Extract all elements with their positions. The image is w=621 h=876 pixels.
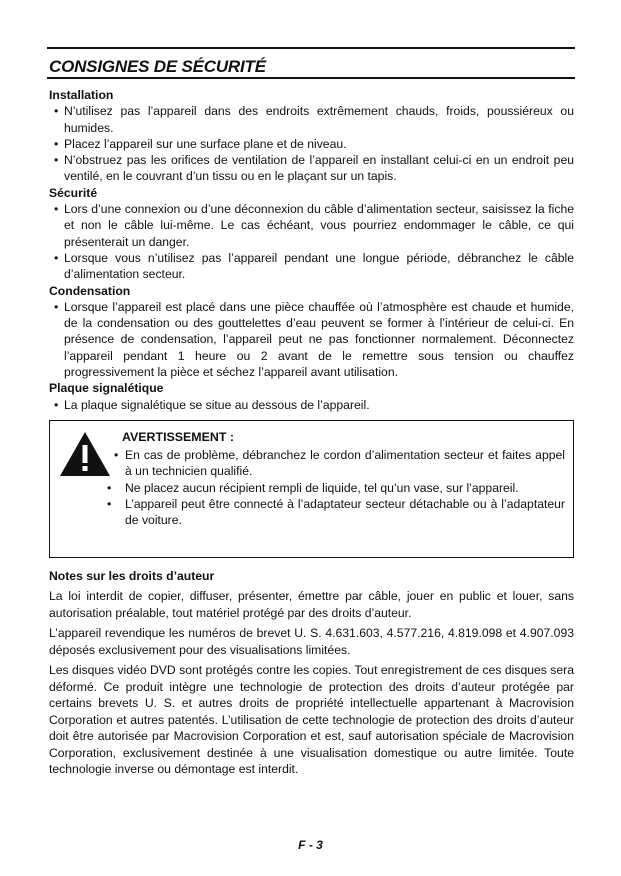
notes-paragraph: L’appareil revendique les numéros de brevet U. S. 4.631.603, 4.577.216, 4.819.098 et 4.907.093 déposés exclusivement pour des visualisations limitées.: [49, 626, 574, 657]
list-item: • La plaque signalétique se situe au dessous de l’appareil.: [49, 397, 574, 413]
section-heading-installation: Installation: [49, 88, 114, 102]
warning-triangle-icon: [59, 431, 111, 477]
list-item: • Lorsque vous n’utilisez pas l’appareil pendant une longue période, débranchez le câble d’alimentation secteur.: [49, 250, 574, 283]
warning-item: • Ne placez aucun récipient rempli de liquide, tel qu’un vase, sur l’appareil.: [107, 480, 565, 496]
warning-item: • L’appareil peut être connecté à l’adaptateur secteur détachable ou à l’adaptateur de voiture.: [107, 496, 565, 529]
list-item: • Lorsque l’appareil est placé dans une pièce chauffée où l’atmosphère est chaude et humide, de la condensation ou des gouttelettes d’eau peuvent se former à l’intérieur de celui-ci. En présence de condensation, l’appareil peut ne pas fonctionner normalement. Déconnectez l’appareil pendant 1 heure ou 2 avant de le remettre sous tension ou chauffez progressivement la pièce et séchez l’appareil avant utilisation.: [49, 299, 574, 380]
warning-box: [49, 420, 574, 558]
list-item: • Lors d’une connexion ou d’une déconnexion du câble d’alimentation secteur, saisissez la fiche et non le câble lui-même. Le cas échéant, vous pourriez endommager le câble, ce qui présenterait un danger.: [49, 201, 574, 250]
warning-item: • En cas de problème, débranchez le cordon d’alimentation secteur et faites appel à un technicien qualifié.: [107, 447, 565, 480]
section-heading-securite: Sécurité: [49, 185, 98, 200]
list-item: • N’utilisez pas l’appareil dans des endroits extrêmement chauds, froids, poussiéreux ou humides.: [49, 103, 574, 136]
page-number: F - 3: [298, 838, 323, 852]
warning-list: [107, 447, 565, 528]
notes-paragraph: Les disques vidéo DVD sont protégés contre les copies. Tout enregistrement de ces disques sera déformé. Ce produit intègre une technologie de protection des droits d’auteur protégée par certains brevets U. S. et autres droits de propriété intellectuelle appartenant à Macrovision Corporation et autres patentés. L’utilisation de cette technologie de protection des droits d’auteur doit être autorisée par Macrovision Corporation et est, sauf autorisation spéciale de Macrovision Corporation, exclusivement destinée à une visualisation domestique ou autre limitée. Toute technologie inverse ou démontage est interdit.: [49, 663, 574, 777]
list-item: • Placez l’appareil sur une surface plane et de niveau.: [49, 136, 574, 152]
notes-heading: Notes sur les droits d’auteur: [49, 568, 215, 583]
section-heading-plaque: Plaque signalétique: [49, 381, 164, 396]
page-title: CONSIGNES DE SÉCURITÉ: [49, 57, 266, 76]
document-body: [49, 87, 574, 782]
notes-paragraph: La loi interdit de copier, diffuser, présenter, émettre par câble, jouer en public et louer, sans autorisation préalable, tout matériel protégé par des droits d’auteur.: [49, 589, 574, 620]
list-item: • N’obstruez pas les orifices de ventilation de l’appareil en installant celui-ci en un endroit peu ventilé, en le couvrant d’un tissu ou en le plaçant sur un tapis.: [49, 152, 574, 185]
warning-title: AVERTISSEMENT :: [122, 429, 234, 444]
top-rule: [47, 47, 575, 49]
title-underline: [47, 77, 575, 79]
section-heading-condensation: Condensation: [49, 283, 131, 298]
